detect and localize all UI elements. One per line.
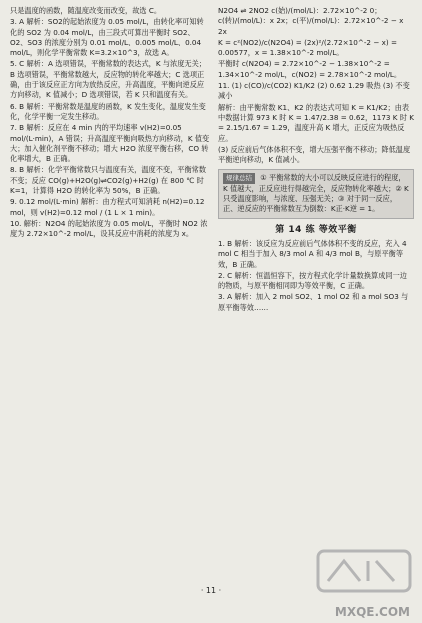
watermark-label: MXQE.COM xyxy=(334,604,410,619)
right-para-1: K = c²(NO2)/c(N2O4) = (2x)²/(2.72×10^-2 − x) = 0.00577，x = 1.38×10^-2 mol/L。 xyxy=(218,37,397,58)
left-para-0: 只是温度的函数，随温度改变而改变，故选 C。 xyxy=(10,6,162,15)
watermark-logo-icon xyxy=(314,545,414,605)
left-para-1: 3. A 解析：SO2的起始浓度为 0.05 mol/L，由转化率可知转化的 SO2 为 0.04 mol/L，由三段式可算出平衡时 SO2、O2、SO3 的浓度分别为 0.01 mol/L、0.005 mol/L、0.04 mol/L，则化学平衡常数 K=3.2×10^3，故选 A。 xyxy=(10,17,204,58)
left-column xyxy=(10,6,210,241)
right-after-0: 1. B 解析：该反应为反应前后气体体积不变的反应，充入 4 mol C 相当于加入 8/3 mol A 和 4/3 mol B，与原平衡等效，B 正确。 xyxy=(218,238,407,269)
left-para-7: 10. 解析：N2O4 的起始浓度为 0.05 mol/L，平衡时 NO2 浓度为 2.72×10^-2 mol/L，设其反应中消耗的浓度为 x。 xyxy=(10,218,208,239)
rule-summary-text: ① 平衡常数的大小可以反映反应进行的程度，K 值越大，正反应进行得越完全，反应物转化率越大；② K 只受温度影响，与浓度、压强无关；③ 对于同一反应，正、逆反应的平衡常数互为倒数：K正·K逆 = 1。 xyxy=(223,173,409,214)
rule-summary-box xyxy=(218,169,414,218)
right-para-5: (3) 反应前后气体体积不变，增大压强平衡不移动；降低温度平衡逆向移动，K 值减小。 xyxy=(218,144,411,165)
left-para-2: 5. C 解析：A 选项错误，平衡常数的表达式，K 与浓度无关；B 选项错误，平衡常数越大，反应物的转化率越大；C 选项正确，由于该反应正方向为放热反应，升高温度，平衡向逆反应方向移动，K 值减小；D 选项错误，若 K 只和温度有关。 xyxy=(10,59,206,100)
left-para-5: 8. B 解析：化学平衡常数只与温度有关，温度不变，平衡常数不变；反应 CO(g)+H2O(g)⇌CO2(g)+H2(g) 在 800 ℃ 时 K=1，计算得 H2O 的转化率为 50%，B 正确。 xyxy=(10,165,207,196)
left-para-6: 9. 0.12 mol/(L·min) 解析：由方程式可知消耗 n(H2)=0.12 mol，则 v(H2)=0.12 mol / (1 L × 1 min)。 xyxy=(10,197,205,217)
right-para-0: N2O4 ⇌ 2NO2 c(始)/(mol/L)：2.72×10^-2 0；c(转)/(mol/L)：x 2x；c(平)/(mol/L)：2.72×10^-2 − x 2x xyxy=(218,6,404,36)
right-after-1: 2. C 解析：恒温恒容下，按方程式化学计量数换算成同一边的物质，与原平衡相同即为等效平衡，C 正确。 xyxy=(218,270,407,291)
section-title: 第 14 练 等效平衡 xyxy=(275,224,357,235)
right-para-4: 解析：由平衡常数 K1、K2 的表达式可知 K = K1/K2；由表中数据计算 973 K 时 K = 1.47/2.38 = 0.62，1173 K 时 K = 2.15/1.67 = 1.29，温度升高 K 增大，正反应为吸热反应。 xyxy=(218,102,414,143)
right-column xyxy=(218,6,414,314)
left-para-3: 6. B 解析：平衡常数是温度的函数，K 发生变化，温度发生变化，化学平衡一定发生移动。 xyxy=(10,101,206,121)
right-after-2: 3. A 解析：加入 2 mol SO2、1 mol O2 和 a mol SO3 与原平衡等效…… xyxy=(218,292,409,312)
page-number: · 11 · xyxy=(200,586,222,595)
rule-summary-tag: 规律总结 xyxy=(223,173,255,183)
left-para-4: 7. B 解析：反应在 4 min 内的平均速率 v(H2)=0.05 mol/(L·min)，A 错误；升高温度平衡向吸热方向移动，K 值变大；加入催化剂平衡不移动；增大 H2O 浓度平衡右移，CO 转化率增大，B 正确。 xyxy=(10,123,210,164)
right-para-3: 11. (1) c(CO)/c(CO2) K1/K2 (2) 0.62 1.29 吸热 (3) 不变 减小 xyxy=(218,81,410,101)
right-para-2: 平衡时 c(N2O4) = 2.72×10^-2 − 1.38×10^-2 = 1.34×10^-2 mol/L，c(NO2) = 2.78×10^-2 mol/L。 xyxy=(218,59,402,79)
